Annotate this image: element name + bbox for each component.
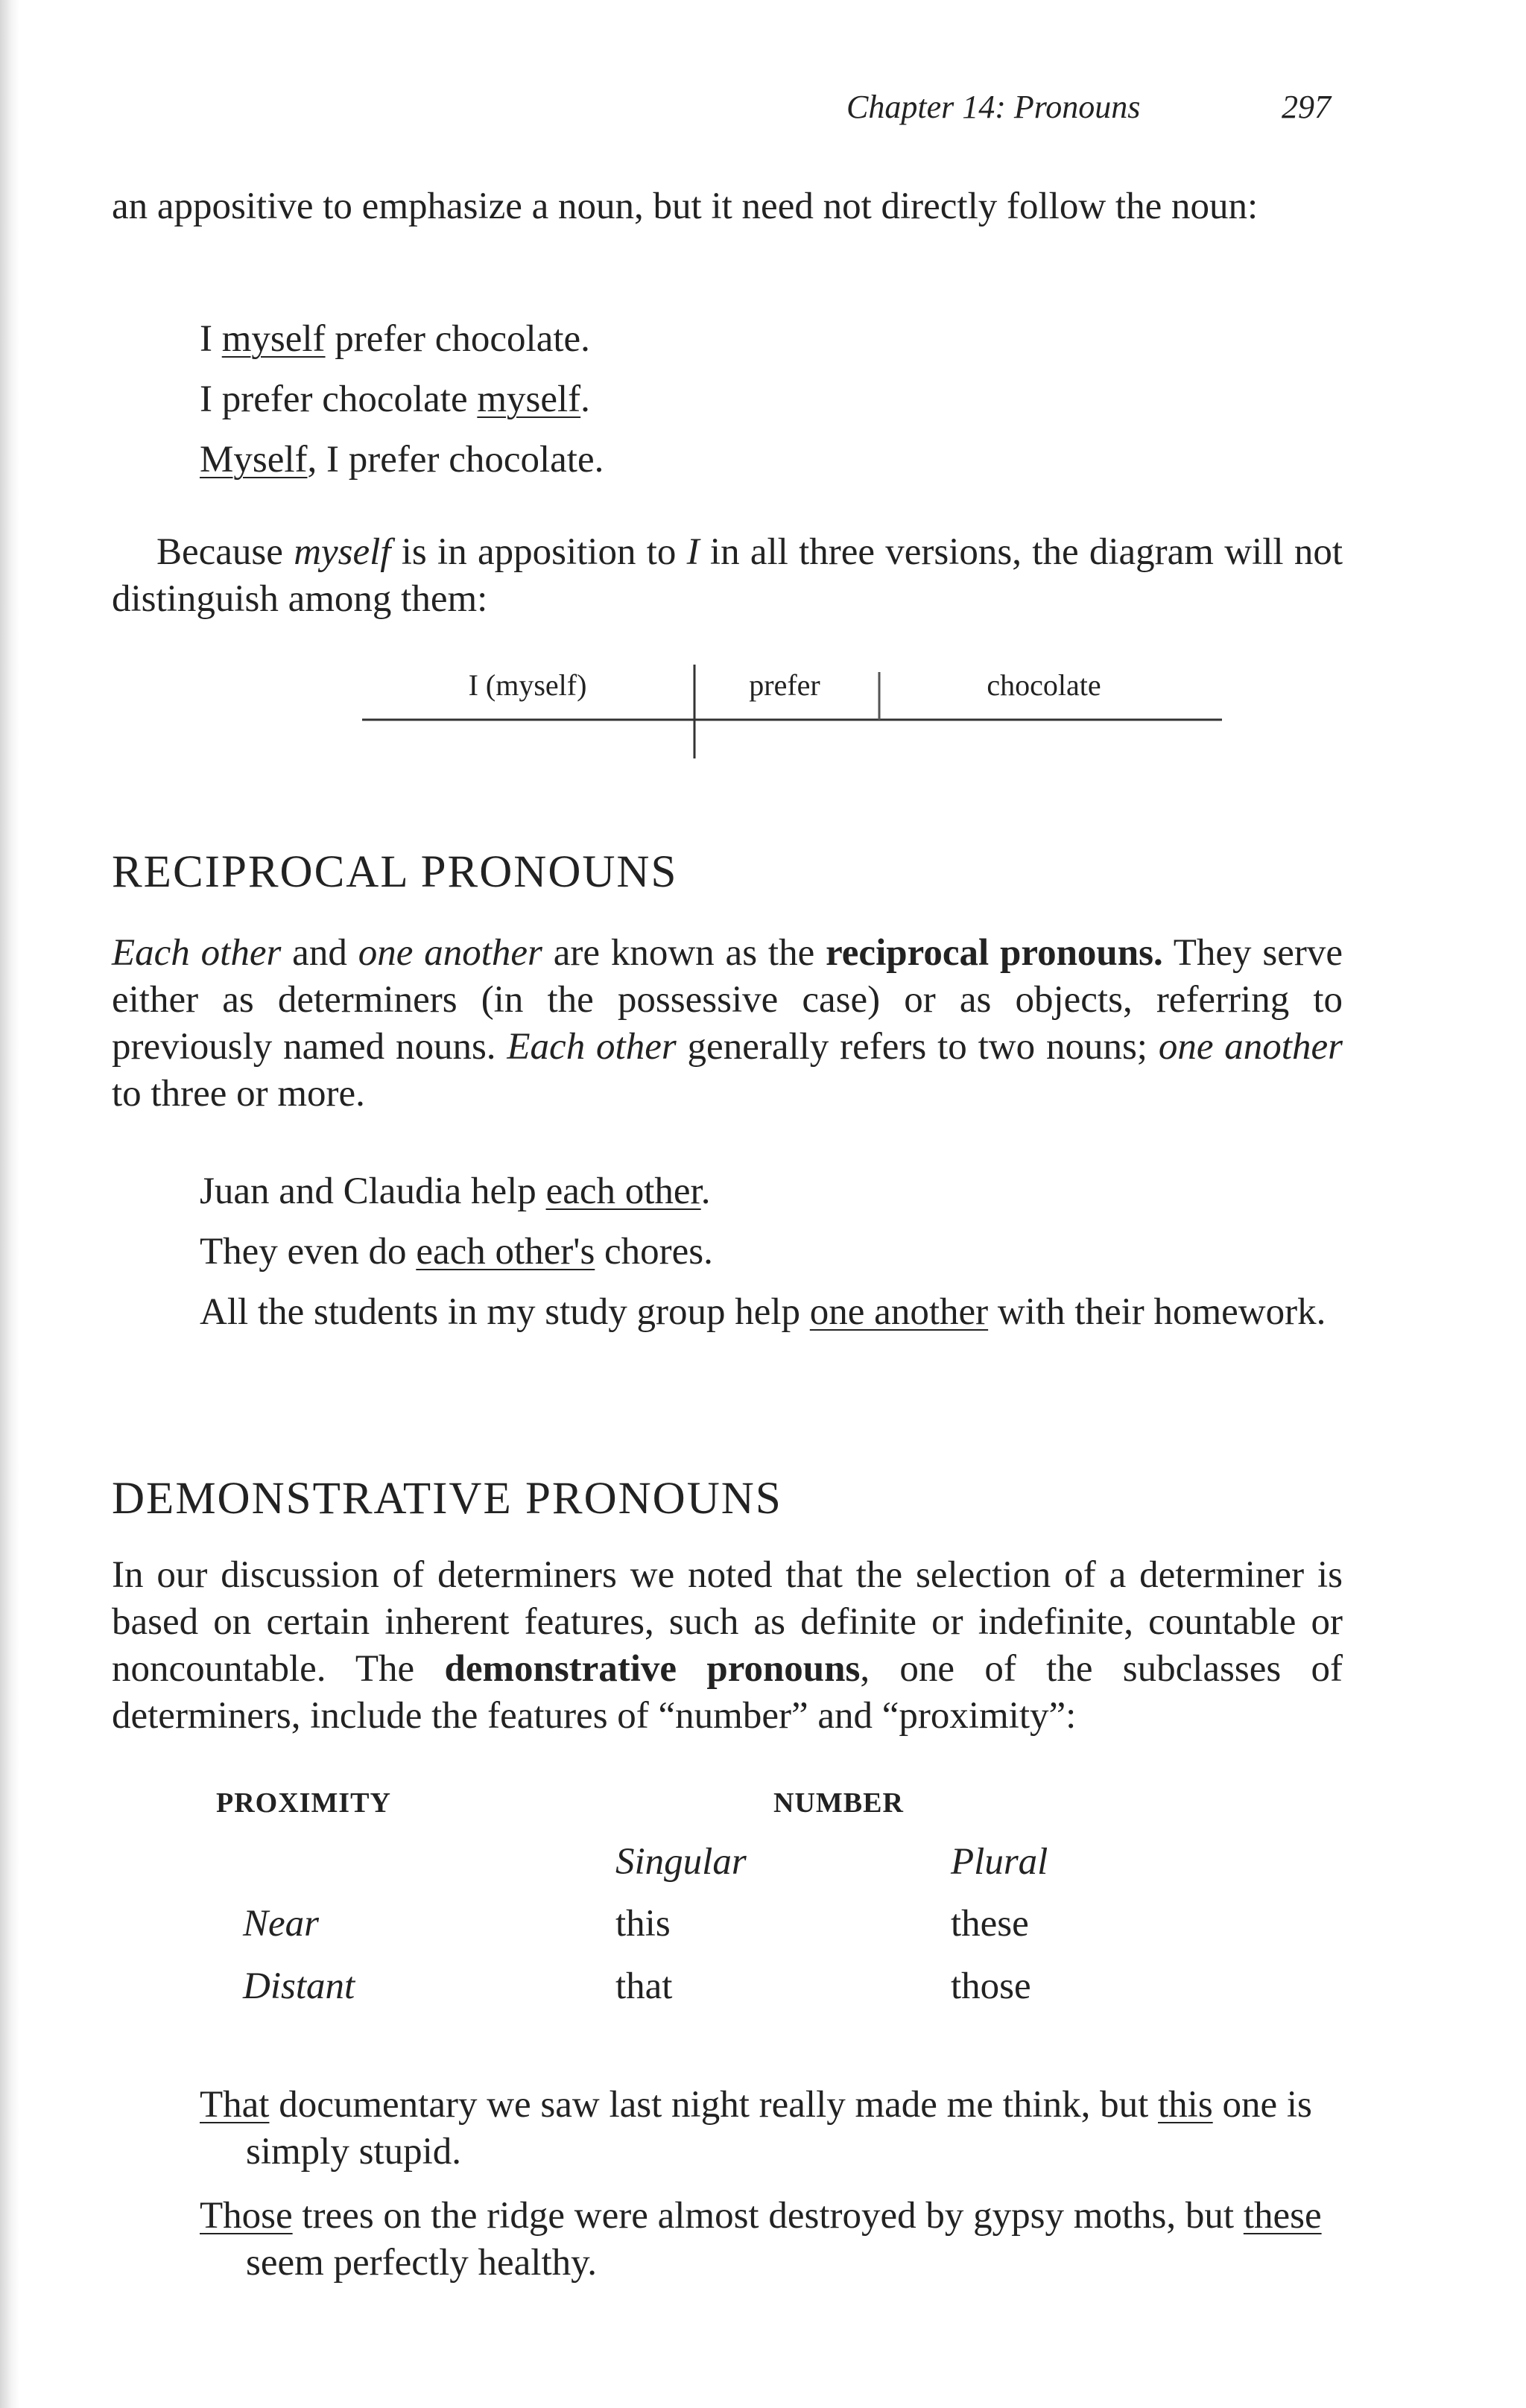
table-subheader-singular: Singular <box>615 1841 747 1883</box>
section-heading: RECIPROCAL PRONOUNS <box>112 847 678 897</box>
page-number: 297 <box>1282 89 1331 125</box>
running-head: Chapter 14: Pronouns <box>846 89 1141 125</box>
example-line: Myself, I prefer chocolate. <box>200 439 604 481</box>
table-subheader-plural: Plural <box>951 1841 1048 1883</box>
diagram-verb: prefer <box>749 668 820 702</box>
diagram-subject: I (myself) <box>468 668 587 702</box>
table-cell: these <box>951 1903 1029 1945</box>
table-cell: this <box>615 1903 671 1945</box>
sentence-diagram <box>358 662 1229 766</box>
page-edge-shadow <box>0 0 19 2408</box>
table-header-number: NUMBER <box>773 1787 904 1819</box>
example-line: Those trees on the ridge were almost destroyed by gypsy moths, but these seem perfectly healthy. <box>200 2195 1322 2284</box>
example-line: That documentary we saw last night really made me think, but this one is simply stupid. <box>200 2084 1312 2173</box>
table-cell: that <box>615 1965 673 2007</box>
table-cell: those <box>951 1965 1031 2007</box>
table-row-label: Near <box>243 1903 319 1945</box>
table-header-proximity: PROXIMITY <box>216 1787 391 1819</box>
example-line: Juan and Claudia help each other. <box>200 1170 711 1212</box>
apposition-paragraph: Because myself is in apposition to I in all three versions, the diagram will not distinguish among them: <box>112 531 1343 620</box>
intro-paragraph: an appositive to emphasize a noun, but it need not directly follow the noun: <box>112 186 1259 227</box>
example-line: I myself prefer chocolate. <box>200 318 590 360</box>
reciprocal-paragraph: Each other and one another are known as the reciprocal pronouns. They serve either as determiners (in the possessive case) or as objects, referring to previously named nouns. Each other generally refers to two nouns; one another to three or more. <box>112 932 1343 1115</box>
example-line: They even do each other's chores. <box>200 1231 713 1273</box>
diagram-object: chocolate <box>987 668 1101 702</box>
section-heading: DEMONSTRATIVE PRONOUNS <box>112 1474 782 1524</box>
example-line: I prefer chocolate myself. <box>200 378 590 420</box>
table-row-label: Distant <box>243 1965 355 2007</box>
demonstrative-paragraph: In our discussion of determiners we noted that the selection of a determiner is based on certain inherent features, such as definite or indefinite, countable or noncountable. The demonstrative pronouns, one of the subclasses of determiners, include the features of “number” and “proximity”: <box>112 1554 1343 1737</box>
example-line: All the students in my study group help one another with their homework. <box>200 1291 1326 1333</box>
